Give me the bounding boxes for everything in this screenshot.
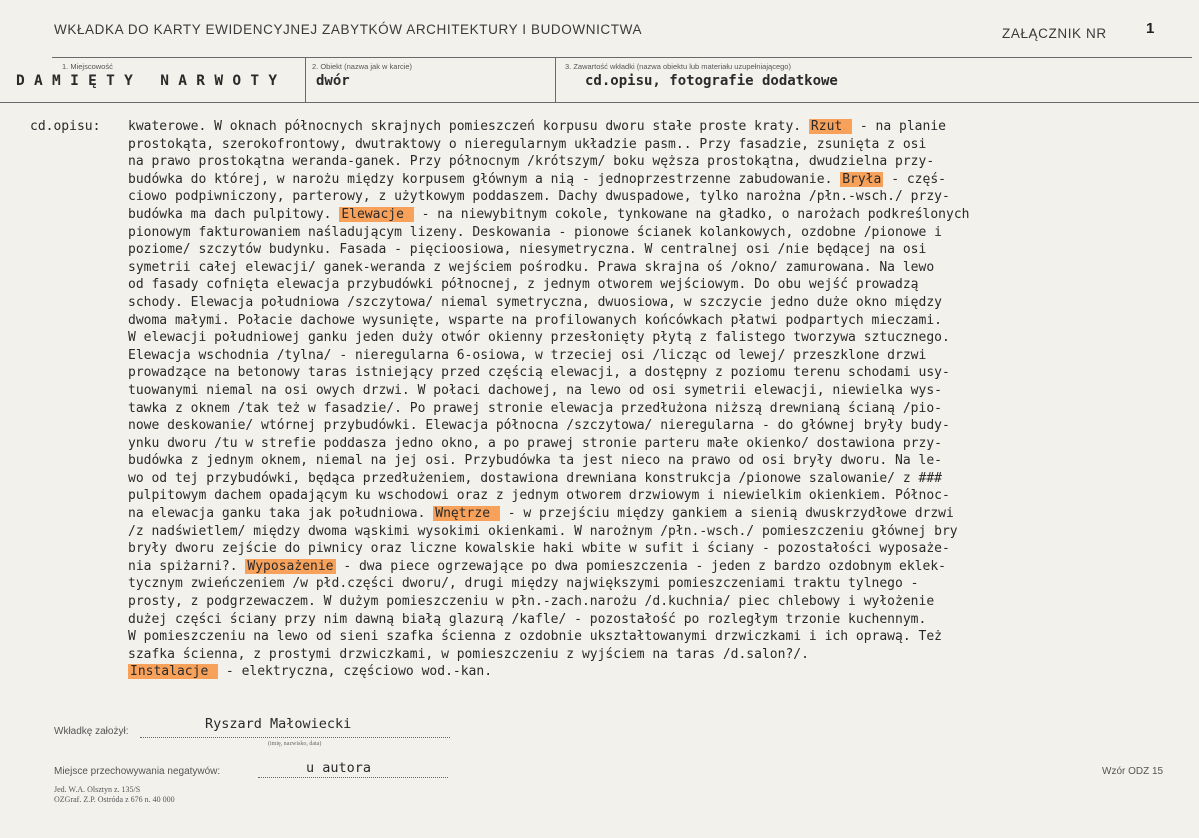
description-segment: pulpitowym dachem opadającym ku wschodowi oraz z jednym otworem drzwiowym i niewielkim okienkiem. Północ-	[128, 488, 950, 504]
description-line	[128, 575, 1199, 593]
description-line	[128, 312, 1199, 330]
field-divider-2	[555, 57, 556, 102]
description-segment: prowadzące na betonowy taras istniejący przed częścią elewacji, a dostępny z poziomu terenu schodami usy-	[128, 365, 950, 381]
description-line	[128, 241, 1199, 259]
description-segment: - w przejściu między gankiem a sienią dwuskrzydłowe drzwi	[499, 506, 954, 522]
description-segment: - dwa piece ogrzewające po dwa pomieszczenia - jeden z bardzo ozdobnym eklek-	[335, 558, 946, 574]
negatives-value: u autora	[306, 760, 372, 776]
description-segment: ciowo podpiwniczony, parterowy, z użytkowym poddaszem. Dachy dwuspadowe, tylko narożna /płn.-wsch./ przy-	[128, 189, 950, 205]
description-line	[128, 505, 1199, 523]
description-line	[128, 487, 1199, 505]
description-text	[128, 118, 1199, 681]
description-line	[128, 593, 1199, 611]
negatives-dotted-line	[258, 777, 448, 778]
section-heading-highlight: Wyposażenie	[247, 558, 334, 574]
author-caption: (imię, nazwisko, data)	[268, 741, 322, 747]
description-line	[128, 188, 1199, 206]
description-segment: pionowym fakturowaniem naśladującym lizeny. Deskowania - pionowe ścianek kolankowych, ozdobne /pionowe i	[128, 224, 942, 240]
description-line	[128, 400, 1199, 418]
description-segment: nowe deskowanie/ wtórnej przybudówki. Elewacja północna /szczytowa/ nieregularna - do głównej bryły budy-	[128, 418, 950, 434]
description-line	[128, 153, 1199, 171]
contents-label: 3. Zawartość wkładki (nazwa obiektu lub materiału uzupełniającego)	[565, 62, 791, 71]
description-segment: - elektryczna, częściowo wod.-kan.	[218, 664, 493, 680]
description-segment: szafka ścienna, z prostymi drzwiczkami, w pomieszczeniu z wyjściem na taras /d.salon?/.	[128, 646, 809, 662]
description-line	[128, 224, 1199, 242]
description-line	[128, 646, 1199, 664]
description-line	[128, 628, 1199, 646]
description-segment: - częś-	[883, 171, 946, 187]
description-segment: wo od tej przybudówki, będąca przedłużeniem, dostawiona drewniana konstrukcja /pionowe szalowanie/ z ###	[128, 470, 942, 486]
author-dotted-line	[140, 737, 450, 738]
place-label: 1. Miejscowość	[62, 62, 113, 71]
description-line	[128, 417, 1199, 435]
description-line	[128, 329, 1199, 347]
description-segment: W elewacji południowej ganku jeden duży otwór okienny przesłonięty płytą z falistego tworzywa sztucznego.	[128, 330, 950, 346]
description-segment: poziome/ szczytów budynku. Fasada - pięcioosiowa, niesymetryczna. W centralnej osi /nie będącej na osi	[128, 242, 927, 258]
section-heading-highlight: Wnętrze	[435, 506, 498, 522]
author-label: Wkładkę założył:	[54, 726, 129, 737]
negatives-label: Miejsce przechowywania negatywów:	[54, 766, 221, 777]
description-segment: dwoma małymi. Połacie dachowe wysunięte, wsparte na profilowanych końcówkach płatwi podpartych mieczami.	[128, 312, 942, 328]
fields-rule	[0, 102, 1199, 103]
description-line	[128, 294, 1199, 312]
section-heading-highlight: Instalacje	[130, 664, 217, 680]
description-line	[128, 382, 1199, 400]
description-line	[128, 523, 1199, 541]
description-line	[128, 206, 1199, 224]
description-line	[128, 663, 1199, 681]
description-line	[128, 540, 1199, 558]
description-line	[128, 347, 1199, 365]
printer-info	[54, 785, 175, 805]
object-value: dwór	[316, 73, 350, 89]
attachment-number: 1	[1146, 20, 1155, 37]
description-line	[128, 611, 1199, 629]
printer-line-1: Jed. W.A. Olsztyn z. 135/S	[54, 785, 141, 794]
description-line	[128, 276, 1199, 294]
field-divider-1	[305, 57, 306, 102]
printer-line-2: OZGraf. Z.P. Ostróda z 676 n. 40 000	[54, 795, 175, 804]
description-line	[128, 452, 1199, 470]
description-segment: - na niewybitnym cokole, tynkowane na gładko, o narożach podkreślonych	[413, 206, 970, 222]
description-segment: tycznym zwieńczeniem /w płd.części dworu/, drugi między największymi pomieszczeniami traktu tylnego -	[128, 576, 919, 592]
description-segment: budówka ma dach pulpitowy.	[128, 206, 340, 222]
header-rule	[52, 57, 1192, 58]
object-label: 2. Obiekt (nazwa jak w karcie)	[312, 62, 413, 71]
form-header-title: WKŁADKA DO KARTY EWIDENCYJNEJ ZABYTKÓW ARCHITEKTURY I BUDOWNICTWA	[54, 22, 643, 37]
description-segment: nia spiżarni?.	[128, 558, 246, 574]
description-line	[128, 118, 1199, 136]
description-segment: ynku dworu /tu w strefie poddasza jedno okno, a po prawej stronie parteru małe okienko/ dostawiona przy-	[128, 435, 942, 451]
description-line	[128, 136, 1199, 154]
description-segment: prosty, z podgrzewaczem. W dużym pomieszczeniu w płn.-zach.narożu /d.kuchnia/ piec chlebowy i wyłożenie	[128, 594, 935, 610]
description-segment: prostokąta, szerokofrontowy, dwutraktowy o nieregularnym układzie pasm.. Przy fasadzie, zsunięta z osi	[128, 136, 927, 152]
description-segment: bryły dworu zejście do piwnicy oraz liczne kowalskie haki wbite w sufit i ściany - pozostałości wyposaże-	[128, 541, 950, 557]
description-segment: - na planie	[852, 119, 946, 134]
description-segment: budówka do której, w narożu między korpusem głównym a nią - jednoprzestrzenne zabudowanie.	[128, 171, 841, 187]
attachment-label: ZAŁĄCZNIK NR	[1002, 26, 1107, 41]
author-value: Ryszard Małowiecki	[205, 716, 352, 732]
form-code: Wzór ODZ 15	[1102, 766, 1164, 777]
description-segment: schody. Elewacja południowa /szczytowa/ niemal symetryczna, dwuosiowa, w szczycie jedno duże okno między	[128, 294, 942, 310]
description-segment: budówka z jednym oknem, niemal na jej osi. Przybudówka ta jest nieco na prawo od osi bryły dworu. Na le-	[128, 453, 942, 469]
description-segment: tawka z oknem /tak też w fasadzie/. Po prawej stronie elewacja przedłużona niższą drewnianą ścianą /pio-	[128, 400, 942, 416]
description-segment: dużej części ściany przy nim dawną białą glazurą /kafle/ - pozostałość po rozległym trzonie kuchennym.	[128, 611, 927, 627]
section-heading-highlight: Bryła	[842, 171, 882, 187]
description-segment: od fasady cofnięta elewacja przybudówki północnej, z jednym otworem wejściowym. Do obu wejść prowadzą	[128, 277, 919, 293]
description-line	[128, 259, 1199, 277]
description-segment: tuowanymi niemal na osi owych drzwi. W połaci dachowej, na lewo od osi symetrii elewacji, niewielka wys-	[128, 382, 942, 398]
description-line	[128, 435, 1199, 453]
place-value: DAMIĘTY NARWOTY	[16, 73, 287, 89]
description-line	[128, 470, 1199, 488]
section-heading-highlight: Rzut	[810, 119, 851, 134]
description-segment: W pomieszczeniu na lewo od sieni szafka ścienna z ozdobnie ukształtowanymi drzwiczkami i ich oprawą. Też	[128, 629, 942, 645]
description-segment: na elewacja ganku taka jak południowa.	[128, 506, 434, 522]
description-segment: /z nadświetlem/ między dwoma wąskimi wysokimi okienkami. W narożnym /płn.-wsch./ pomieszczeniu głównej bry	[128, 523, 958, 539]
description-segment: symetrii całej elewacji/ ganek-weranda z wejściem pośrodku. Prawa skrajna oś /okno/ zamurowana. Na lewo	[128, 259, 935, 275]
description-line	[128, 171, 1199, 189]
description-line	[128, 364, 1199, 382]
description-segment: Elewacja wschodnia /tylna/ - nieregularna 6-osiowa, w trzeciej osi /licząc od lewej/ przeszklone drzwi	[128, 347, 927, 363]
description-segment: na prawo prostokątna weranda-ganek. Przy północnym /krótszym/ boku węższa prostokątna, dwudzielna przy-	[128, 154, 935, 170]
contents-value: cd.opisu, fotografie dodatkowe	[585, 73, 838, 89]
section-heading-highlight: Elewacje	[341, 206, 412, 222]
description-line	[128, 558, 1199, 576]
description-segment: kwaterowe. W oknach północnych skrajnych pomieszczeń korpusu dworu stałe proste kraty.	[128, 119, 809, 134]
description-label: cd.opisu:	[30, 119, 101, 134]
